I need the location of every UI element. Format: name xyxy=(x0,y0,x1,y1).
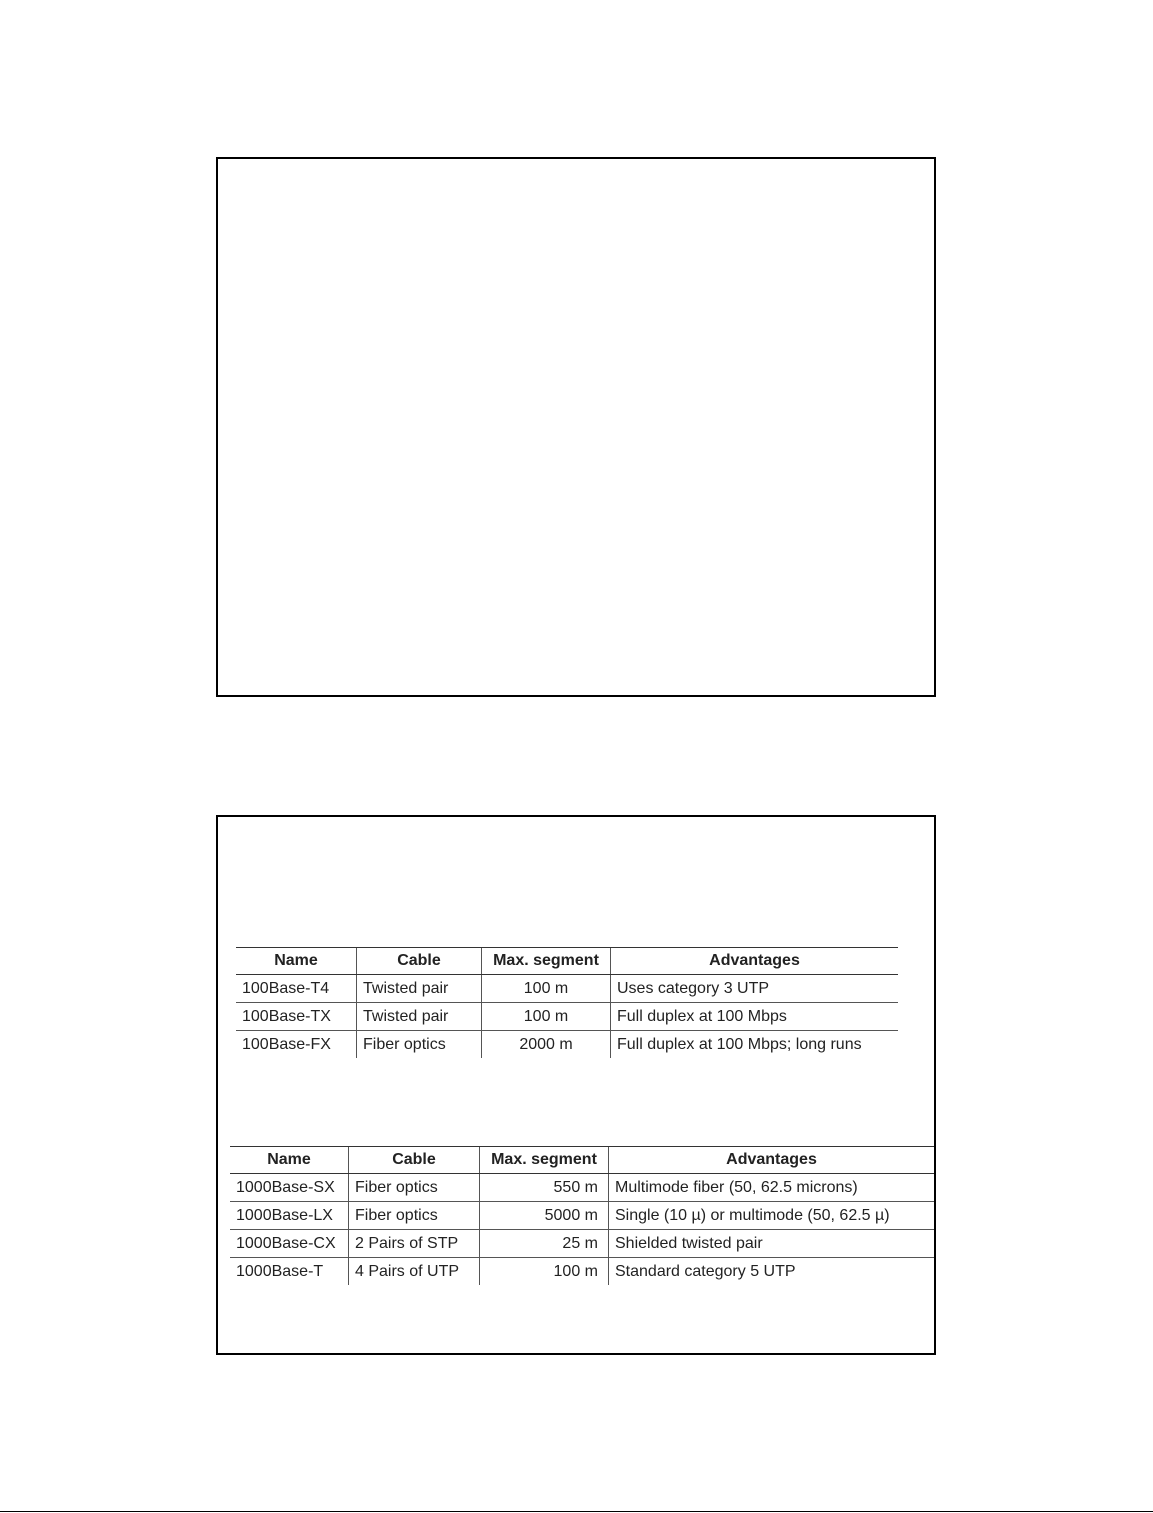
column-header-cable: Cable xyxy=(357,948,482,975)
cell-cable: Twisted pair xyxy=(357,975,482,1003)
cell-advantages: Shielded twisted pair xyxy=(609,1230,935,1258)
cell-max-segment: 550 m xyxy=(480,1174,609,1202)
slide-frame-blank xyxy=(216,157,936,697)
cell-advantages: Multimode fiber (50, 62.5 microns) xyxy=(609,1174,935,1202)
cell-cable: 2 Pairs of STP xyxy=(349,1230,480,1258)
fast-ethernet-table xyxy=(236,947,898,1058)
cell-cable: Twisted pair xyxy=(357,1003,482,1031)
column-header-max-segment: Max. segment xyxy=(482,948,611,975)
cell-max-segment: 100 m xyxy=(480,1258,609,1286)
cell-advantages: Full duplex at 100 Mbps; long runs xyxy=(611,1031,899,1059)
cell-max-segment: 5000 m xyxy=(480,1202,609,1230)
column-header-advantages: Advantages xyxy=(611,948,899,975)
cell-name: 1000Base-LX xyxy=(230,1202,349,1230)
cell-name: 100Base-FX xyxy=(242,1035,331,1053)
cell-max-segment: 100 m xyxy=(482,975,611,1003)
cell-name: 100Base-T4 xyxy=(236,975,357,1003)
cell-name: 1000Base-SX xyxy=(230,1174,349,1202)
gigabit-ethernet-table xyxy=(230,1146,934,1285)
cell-cable: Fiber optics xyxy=(357,1031,482,1059)
table-row xyxy=(230,1230,934,1258)
cell-advantages: Uses category 3 UTP xyxy=(611,975,899,1003)
page-bottom-rule xyxy=(0,1511,1153,1512)
column-header-name: Name xyxy=(236,948,357,975)
cell-name: 1000Base-CX xyxy=(230,1230,349,1258)
cell-max-segment: 100 m xyxy=(482,1003,611,1031)
table-header-row xyxy=(236,948,898,975)
table-row xyxy=(236,1003,898,1031)
cell-advantages: Full duplex at 100 Mbps xyxy=(611,1003,899,1031)
cell-cable: Fiber optics xyxy=(349,1174,480,1202)
column-header-name: Name xyxy=(230,1147,349,1174)
table-row xyxy=(230,1174,934,1202)
cell-max-segment: 25 m xyxy=(480,1230,609,1258)
cell-advantages: Single (10 µ) or multimode (50, 62.5 µ) xyxy=(609,1202,935,1230)
cell-max-segment: 2000 m xyxy=(482,1031,611,1059)
table-row xyxy=(230,1202,934,1230)
slide-frame-ethernet-tables xyxy=(216,815,936,1355)
cell-name: 100Base-TX xyxy=(236,1003,357,1031)
cell-cable: Fiber optics xyxy=(349,1202,480,1230)
column-header-cable: Cable xyxy=(349,1147,480,1174)
cell-advantages: Standard category 5 UTP xyxy=(609,1258,935,1286)
table-header-row xyxy=(230,1147,934,1174)
cell-cable: 4 Pairs of UTP xyxy=(349,1258,480,1286)
column-header-advantages: Advantages xyxy=(609,1147,935,1174)
table-row xyxy=(236,1031,898,1059)
table-row xyxy=(236,975,898,1003)
cell-name: 1000Base-T xyxy=(236,1262,324,1280)
table-row xyxy=(230,1258,934,1286)
column-header-max-segment: Max. segment xyxy=(480,1147,609,1174)
